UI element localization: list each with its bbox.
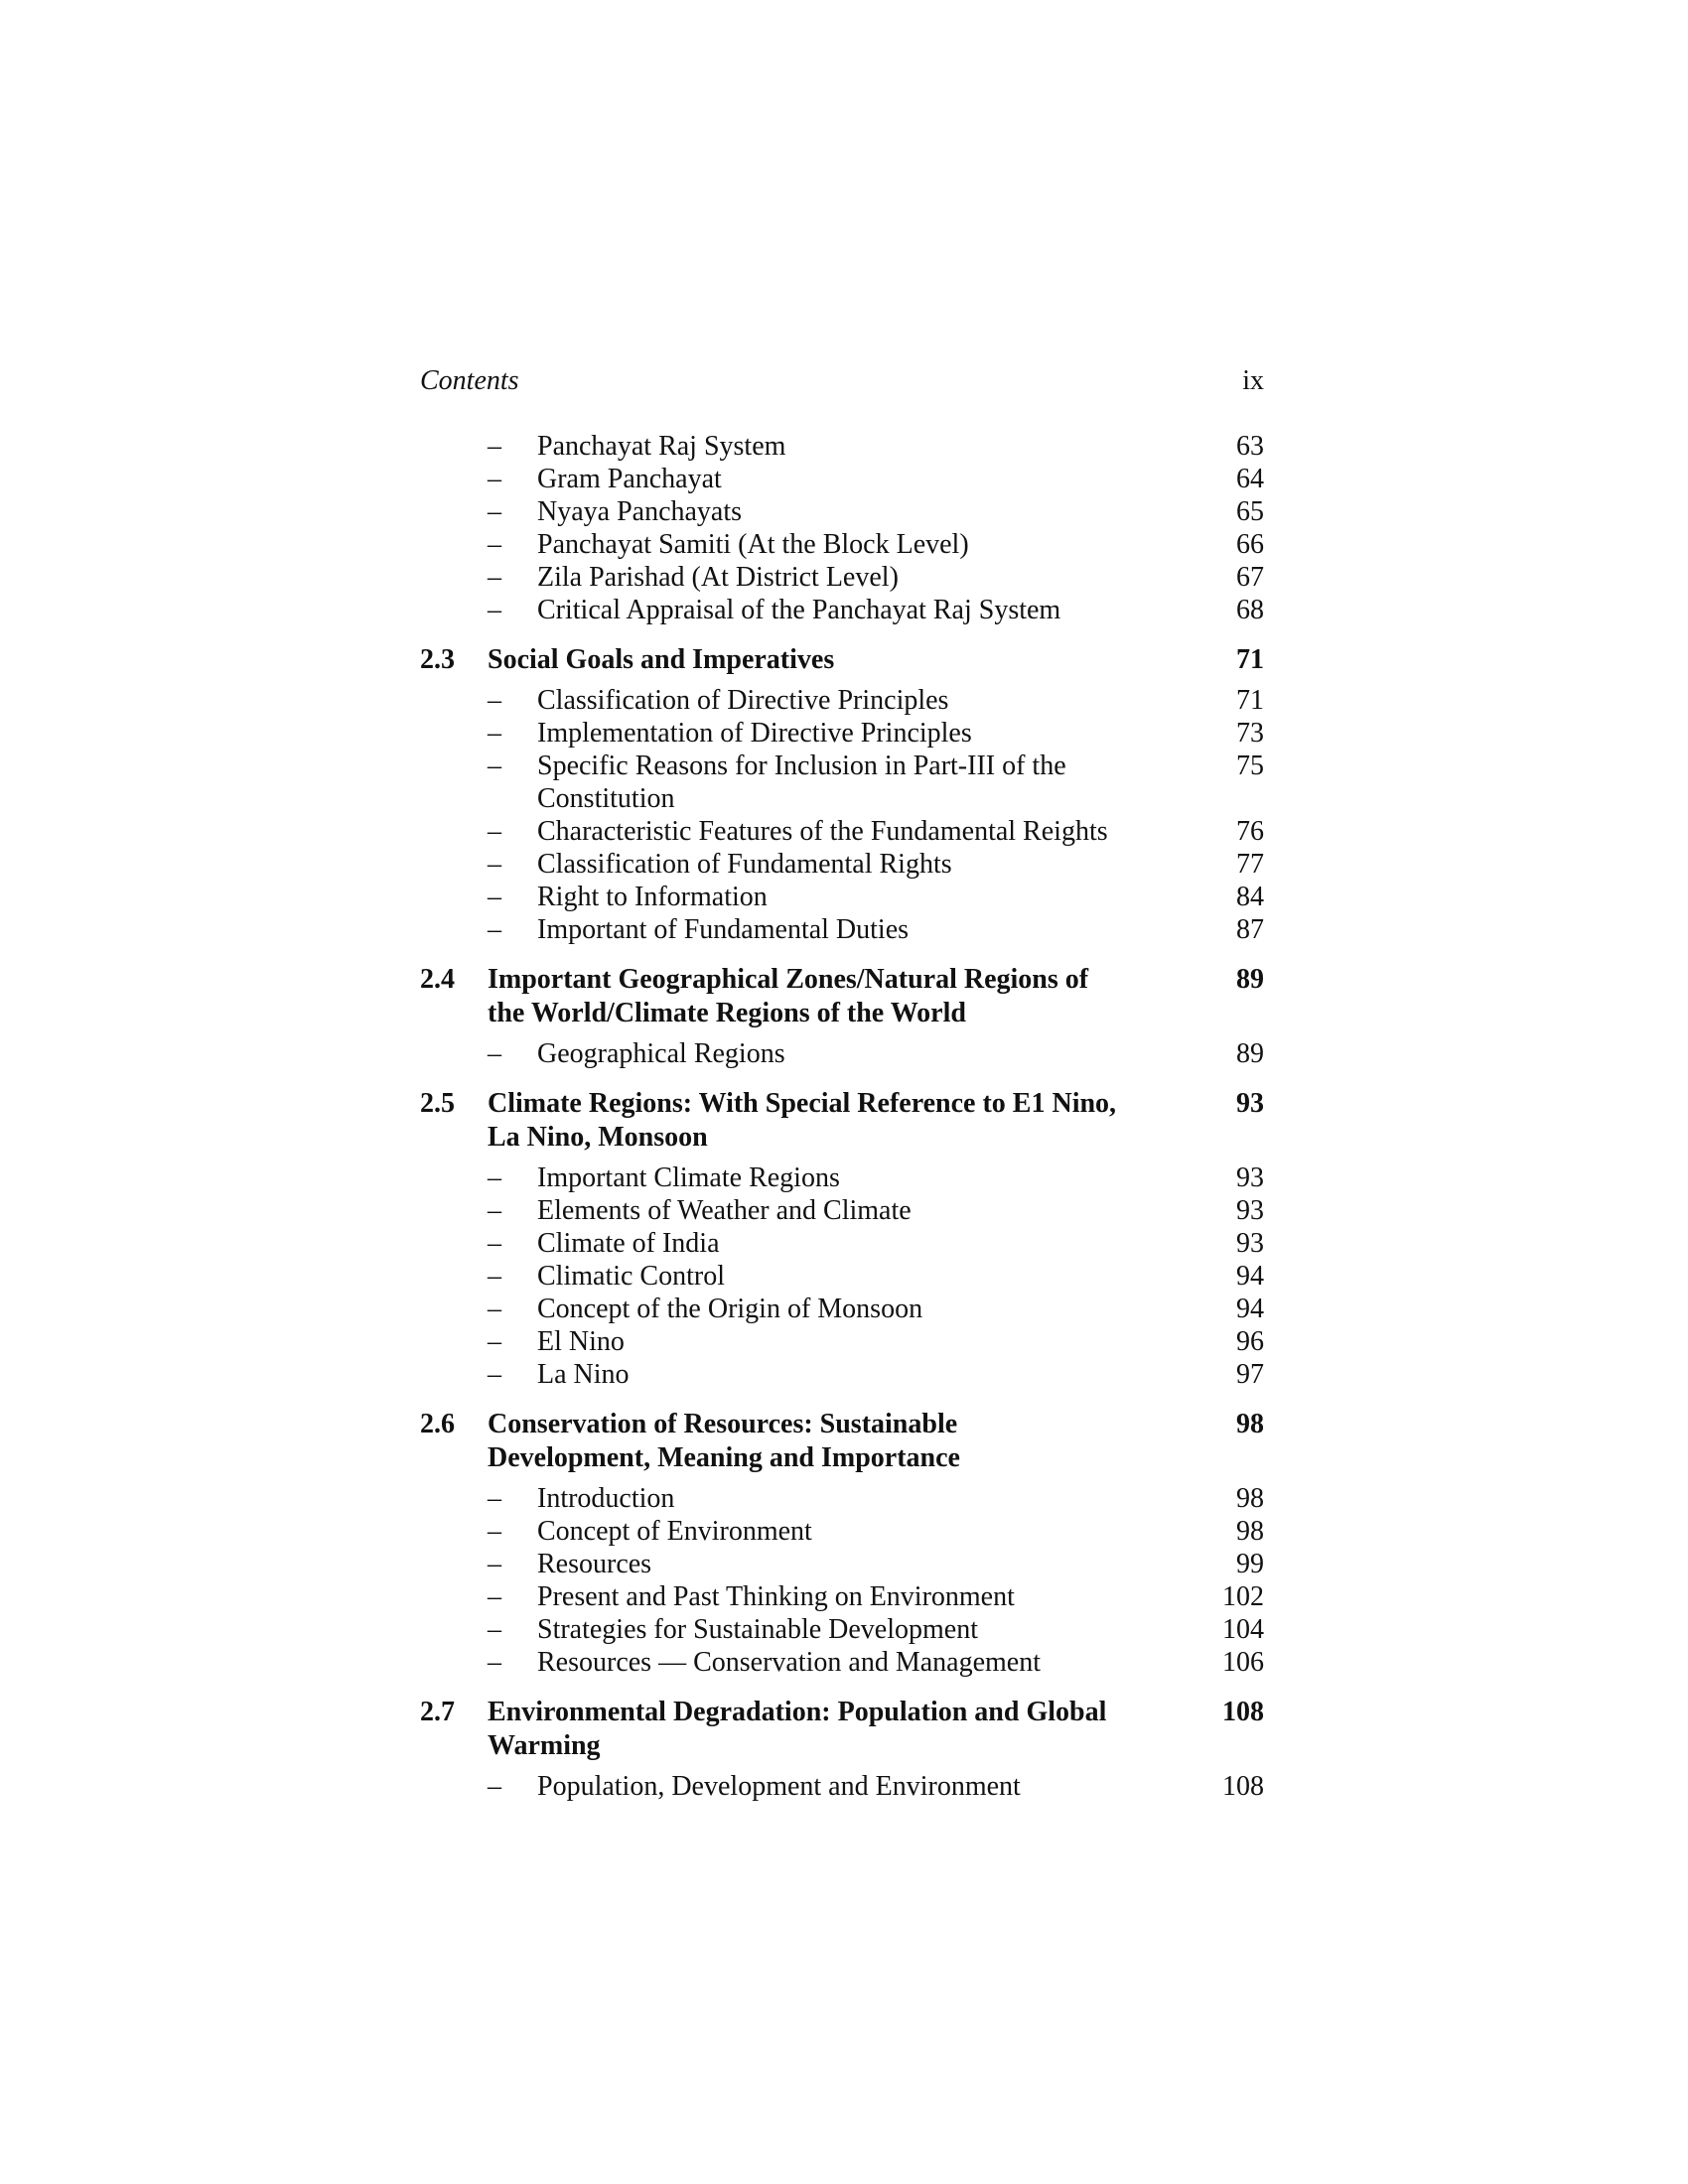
section-number: 2.3 bbox=[420, 644, 455, 675]
entry-dash: – bbox=[488, 1614, 501, 1645]
section-title: Important Geographical Zones/Natural Regions of the World/Climate Regions of the World bbox=[488, 964, 1089, 1028]
entry-dash: – bbox=[488, 1581, 501, 1612]
toc-subentry bbox=[420, 1260, 1264, 1293]
entry-page: 102 bbox=[1222, 1581, 1264, 1612]
section-page: 108 bbox=[1222, 1697, 1264, 1727]
entry-title: Strategies for Sustainable Development bbox=[537, 1614, 978, 1645]
entry-title: Concept of the Origin of Monsoon bbox=[537, 1294, 923, 1324]
entry-page: 87 bbox=[1236, 914, 1264, 945]
toc-subentry bbox=[420, 1770, 1264, 1803]
section-page: 98 bbox=[1236, 1409, 1264, 1439]
section-number: 2.5 bbox=[420, 1088, 455, 1119]
toc-subentry bbox=[420, 1325, 1264, 1358]
entry-page: 93 bbox=[1236, 1162, 1264, 1193]
toc-page bbox=[420, 365, 1264, 1803]
entry-page: 64 bbox=[1236, 464, 1264, 494]
toc-section-heading bbox=[420, 1408, 1264, 1475]
entry-page: 104 bbox=[1222, 1614, 1264, 1645]
entry-dash: – bbox=[488, 562, 501, 593]
running-page-number: ix bbox=[1242, 365, 1264, 396]
entry-dash: – bbox=[488, 496, 501, 527]
entry-title: Important Climate Regions bbox=[537, 1162, 840, 1193]
entry-title: Resources bbox=[537, 1549, 652, 1579]
entry-page: 108 bbox=[1222, 1771, 1264, 1802]
entry-page: 63 bbox=[1236, 431, 1264, 462]
toc-subentry bbox=[420, 815, 1264, 848]
toc-subentry bbox=[420, 1358, 1264, 1391]
toc-subentry bbox=[420, 430, 1264, 463]
entry-title: Classification of Fundamental Rights bbox=[537, 849, 952, 880]
entry-dash: – bbox=[488, 1195, 501, 1226]
entry-dash: – bbox=[488, 1228, 501, 1259]
entry-dash: – bbox=[488, 1516, 501, 1547]
running-title: Contents bbox=[420, 365, 519, 396]
entry-title: Present and Past Thinking on Environment bbox=[537, 1581, 1015, 1612]
section-number: 2.7 bbox=[420, 1697, 455, 1727]
toc-subentry bbox=[420, 463, 1264, 495]
entry-dash: – bbox=[488, 914, 501, 945]
section-page: 71 bbox=[1236, 644, 1264, 675]
entry-title: Classification of Directive Principles bbox=[537, 685, 949, 716]
entry-page: 65 bbox=[1236, 496, 1264, 527]
entry-page: 106 bbox=[1222, 1647, 1264, 1678]
toc-subentry bbox=[420, 1515, 1264, 1548]
entry-page: 89 bbox=[1236, 1038, 1264, 1069]
entry-title: Geographical Regions bbox=[537, 1038, 785, 1069]
entry-title: Climate of India bbox=[537, 1228, 720, 1259]
entry-page: 93 bbox=[1236, 1195, 1264, 1226]
entry-page: 68 bbox=[1236, 595, 1264, 625]
toc-subentry bbox=[420, 1646, 1264, 1679]
entry-dash: – bbox=[488, 464, 501, 494]
entry-title: Right to Information bbox=[537, 882, 768, 912]
toc-subentry bbox=[420, 1161, 1264, 1194]
entry-page: 67 bbox=[1236, 562, 1264, 593]
toc-subentry bbox=[420, 1037, 1264, 1070]
entry-title: Panchayat Samiti (At the Block Level) bbox=[537, 529, 969, 560]
section-page: 89 bbox=[1236, 964, 1264, 995]
toc-subentry bbox=[420, 1482, 1264, 1515]
entry-title: El Nino bbox=[537, 1326, 625, 1357]
entry-title: Resources — Conservation and Management bbox=[537, 1647, 1041, 1678]
toc-subentry bbox=[420, 528, 1264, 561]
toc-section-heading bbox=[420, 963, 1264, 1030]
toc-subentry bbox=[420, 881, 1264, 913]
section-title: Climate Regions: With Special Reference to E1 Nino, La Nino, Monsoon bbox=[488, 1088, 1117, 1153]
entry-dash: – bbox=[488, 431, 501, 462]
toc-subentry bbox=[420, 1613, 1264, 1646]
toc-subentry bbox=[420, 495, 1264, 528]
entry-dash: – bbox=[488, 1261, 501, 1292]
entry-title: Climatic Control bbox=[537, 1261, 725, 1292]
toc-subentry bbox=[420, 1194, 1264, 1227]
toc-subentry bbox=[420, 1227, 1264, 1260]
entry-title: La Nino bbox=[537, 1359, 630, 1390]
entry-dash: – bbox=[488, 1771, 501, 1802]
entry-page: 96 bbox=[1236, 1326, 1264, 1357]
entry-dash: – bbox=[488, 1647, 501, 1678]
entry-title: Implementation of Directive Principles bbox=[537, 718, 972, 749]
entry-dash: – bbox=[488, 1549, 501, 1579]
entry-dash: – bbox=[488, 1038, 501, 1069]
entry-title: Gram Panchayat bbox=[537, 464, 722, 494]
toc-subentry bbox=[420, 717, 1264, 750]
entry-dash: – bbox=[488, 1162, 501, 1193]
toc-section-heading bbox=[420, 1696, 1264, 1763]
entry-page: 94 bbox=[1236, 1294, 1264, 1324]
entry-page: 71 bbox=[1236, 685, 1264, 716]
toc-subentry bbox=[420, 684, 1264, 717]
toc-section-heading bbox=[420, 643, 1264, 677]
entry-dash: – bbox=[488, 685, 501, 716]
entry-dash: – bbox=[488, 816, 501, 847]
entry-dash: – bbox=[488, 718, 501, 749]
entry-page: 76 bbox=[1236, 816, 1264, 847]
entry-page: 75 bbox=[1236, 751, 1264, 781]
entry-dash: – bbox=[488, 1326, 501, 1357]
entry-title: Population, Development and Environment bbox=[537, 1771, 1021, 1802]
entry-title: Zila Parishad (At District Level) bbox=[537, 562, 899, 593]
entry-title: Introduction bbox=[537, 1483, 675, 1514]
entry-dash: – bbox=[488, 751, 501, 781]
toc-subentry bbox=[420, 561, 1264, 594]
section-number: 2.6 bbox=[420, 1409, 455, 1439]
entry-dash: – bbox=[488, 595, 501, 625]
toc-section-heading bbox=[420, 1087, 1264, 1155]
entry-title: Specific Reasons for Inclusion in Part-III of the Constitution bbox=[537, 751, 1066, 814]
section-title: Environmental Degradation: Population and Global Warming bbox=[488, 1697, 1107, 1761]
entry-page: 94 bbox=[1236, 1261, 1264, 1292]
toc-subentry bbox=[420, 1580, 1264, 1613]
entry-page: 97 bbox=[1236, 1359, 1264, 1390]
section-title: Conservation of Resources: Sustainable Development, Meaning and Importance bbox=[488, 1409, 960, 1473]
toc-subentry bbox=[420, 594, 1264, 626]
entry-page: 66 bbox=[1236, 529, 1264, 560]
entry-dash: – bbox=[488, 529, 501, 560]
entry-page: 73 bbox=[1236, 718, 1264, 749]
entry-page: 77 bbox=[1236, 849, 1264, 880]
entry-title: Concept of Environment bbox=[537, 1516, 812, 1547]
section-title: Social Goals and Imperatives bbox=[488, 644, 835, 675]
running-header bbox=[420, 365, 1264, 409]
toc-subentry bbox=[420, 1293, 1264, 1325]
entry-title: Panchayat Raj System bbox=[537, 431, 786, 462]
toc-subentry bbox=[420, 913, 1264, 946]
toc-subentry bbox=[420, 848, 1264, 881]
entry-title: Nyaya Panchayats bbox=[537, 496, 743, 527]
entry-title: Elements of Weather and Climate bbox=[537, 1195, 912, 1226]
entry-page: 98 bbox=[1236, 1516, 1264, 1547]
entry-page: 93 bbox=[1236, 1228, 1264, 1259]
entry-title: Characteristic Features of the Fundamental Reights bbox=[537, 816, 1108, 847]
entry-dash: – bbox=[488, 849, 501, 880]
entry-dash: – bbox=[488, 1483, 501, 1514]
section-page: 93 bbox=[1236, 1088, 1264, 1119]
entry-dash: – bbox=[488, 1294, 501, 1324]
entry-title: Important of Fundamental Duties bbox=[537, 914, 910, 945]
toc-subentry bbox=[420, 750, 1264, 815]
toc-subentry bbox=[420, 1548, 1264, 1580]
entry-page: 98 bbox=[1236, 1483, 1264, 1514]
entry-dash: – bbox=[488, 1359, 501, 1390]
section-number: 2.4 bbox=[420, 964, 455, 995]
entry-page: 84 bbox=[1236, 882, 1264, 912]
entry-dash: – bbox=[488, 882, 501, 912]
entry-title: Critical Appraisal of the Panchayat Raj System bbox=[537, 595, 1061, 625]
table-of-contents bbox=[420, 430, 1264, 1803]
entry-page: 99 bbox=[1236, 1549, 1264, 1579]
